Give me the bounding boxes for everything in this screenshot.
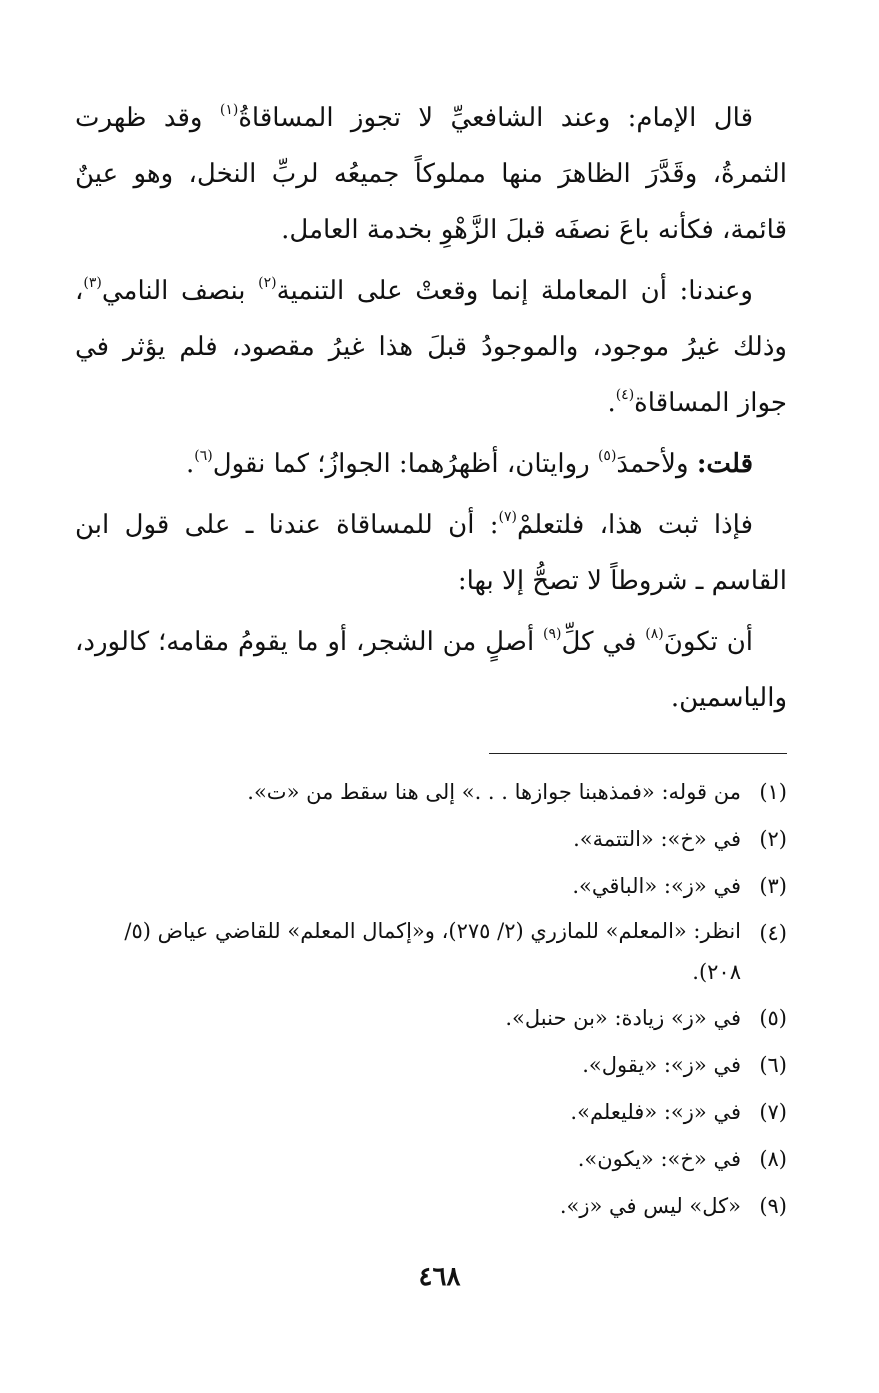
footnote-text: من قوله: «فمذهبنا جوازها . . .» إلى هنا سقط من «ت». [247,780,741,804]
footnote-number: (٥) [759,1006,787,1030]
text-span: بنصف النامي [101,276,259,306]
qultu-label: قلت: [696,449,753,479]
text-span: وعندنا: أن المعاملة إنما وقعتْ على التنمية [276,276,753,306]
text-span: في كلِّ [561,627,646,657]
footnote-number: (١) [759,780,787,804]
footnote-text: في «ز»: «الباقي». [572,874,741,898]
text-span: وقد ظهرت الثمرةُ، وقَدَّرَ الظاهرَ منها مملوكاً جميعُه لربِّ النخل، وهو عينٌ قائمة، فكأنه باعَ نصفَه قبلَ الزَّهْوِ بخدمة العامل. [75,103,787,245]
footnote-text: «كل» ليس في «ز». [559,1194,741,1218]
paragraph-1 [75,90,787,258]
footnote-ref-7[interactable]: (٧) [498,509,517,525]
page-number: ٤٦٨ [418,1262,461,1292]
footnote-number: (٤) [759,921,787,945]
footnote-item [75,817,787,861]
text-span: روايتان، أظهرُهما: الجوازُ؛ كما نقول [212,449,598,479]
footnote-text: في «ز» زيادة: «بن حنبل». [505,1006,741,1030]
text-span: أصلٍ من الشجر، أو ما يقومُ مقامه؛ كالورد، والياسمين. [75,627,787,713]
paragraph-3 [75,436,787,492]
text-span: . [607,388,616,418]
footnote-item [75,1043,787,1087]
footnote-text: في «ز»: «يقول». [582,1053,741,1077]
footnote-number: (٣) [759,874,787,898]
footnote-item [75,911,787,993]
footnote-separator [489,753,787,754]
text-span: فإذا ثبت هذا، فلتعلمْ [516,510,754,540]
paragraph-5 [75,614,787,726]
footnote-text: في «ز»: «فليعلم». [570,1100,741,1124]
text-span: قال الإمام: وعند الشافعيِّ لا تجوز المساقاةُ [238,103,753,133]
footnote-item [75,864,787,908]
text-span: أن تكونَ [663,627,754,657]
footnote-number: (٦) [759,1053,787,1077]
footnote-item [75,1184,787,1228]
footnote-item [75,770,787,814]
footnote-number: (٧) [759,1100,787,1124]
footnote-ref-2[interactable]: (٢) [258,275,277,291]
footnote-item [75,1090,787,1134]
footnote-text: انظر: «المعلم» للمازري (٢/ ٢٧٥)، و«إكمال المعلم» للقاضي عياض (٥/ ٢٠٨). [124,919,741,984]
text-span: ، وذلك غيرُ موجود، والموجودُ قبلَ هذا غيرُ مقصود، فلم يؤثر في جواز المساقاة [75,276,787,418]
footnote-ref-4[interactable]: (٤) [615,387,635,403]
footnote-text: في «خ»: «يكون». [577,1147,741,1171]
text-span: . [185,449,195,479]
footnote-item [75,1137,787,1181]
text-span: ولأحمدَ [616,449,697,479]
footnote-item [75,996,787,1040]
footnote-ref-1[interactable]: (١) [219,102,239,118]
paragraph-4 [75,497,787,609]
footnote-number: (٢) [759,827,787,851]
main-text [75,90,787,731]
footnote-text: في «خ»: «التتمة». [573,827,741,851]
footnote-ref-3[interactable]: (٣) [83,275,102,291]
footnote-ref-6[interactable]: (٦) [194,448,213,464]
footnote-ref-5[interactable]: (٥) [597,448,617,464]
footnote-ref-9[interactable]: (٩) [543,626,562,642]
paragraph-2 [75,263,787,431]
footnotes [75,770,787,1231]
footnote-number: (٩) [759,1194,787,1218]
footnote-ref-8[interactable]: (٨) [645,626,664,642]
text-span: : أن للمساقاة عندنا ـ على قول ابن القاسم ـ شروطاً لا تصحُّ إلا بها: [75,510,787,596]
footnote-number: (٨) [759,1147,787,1171]
